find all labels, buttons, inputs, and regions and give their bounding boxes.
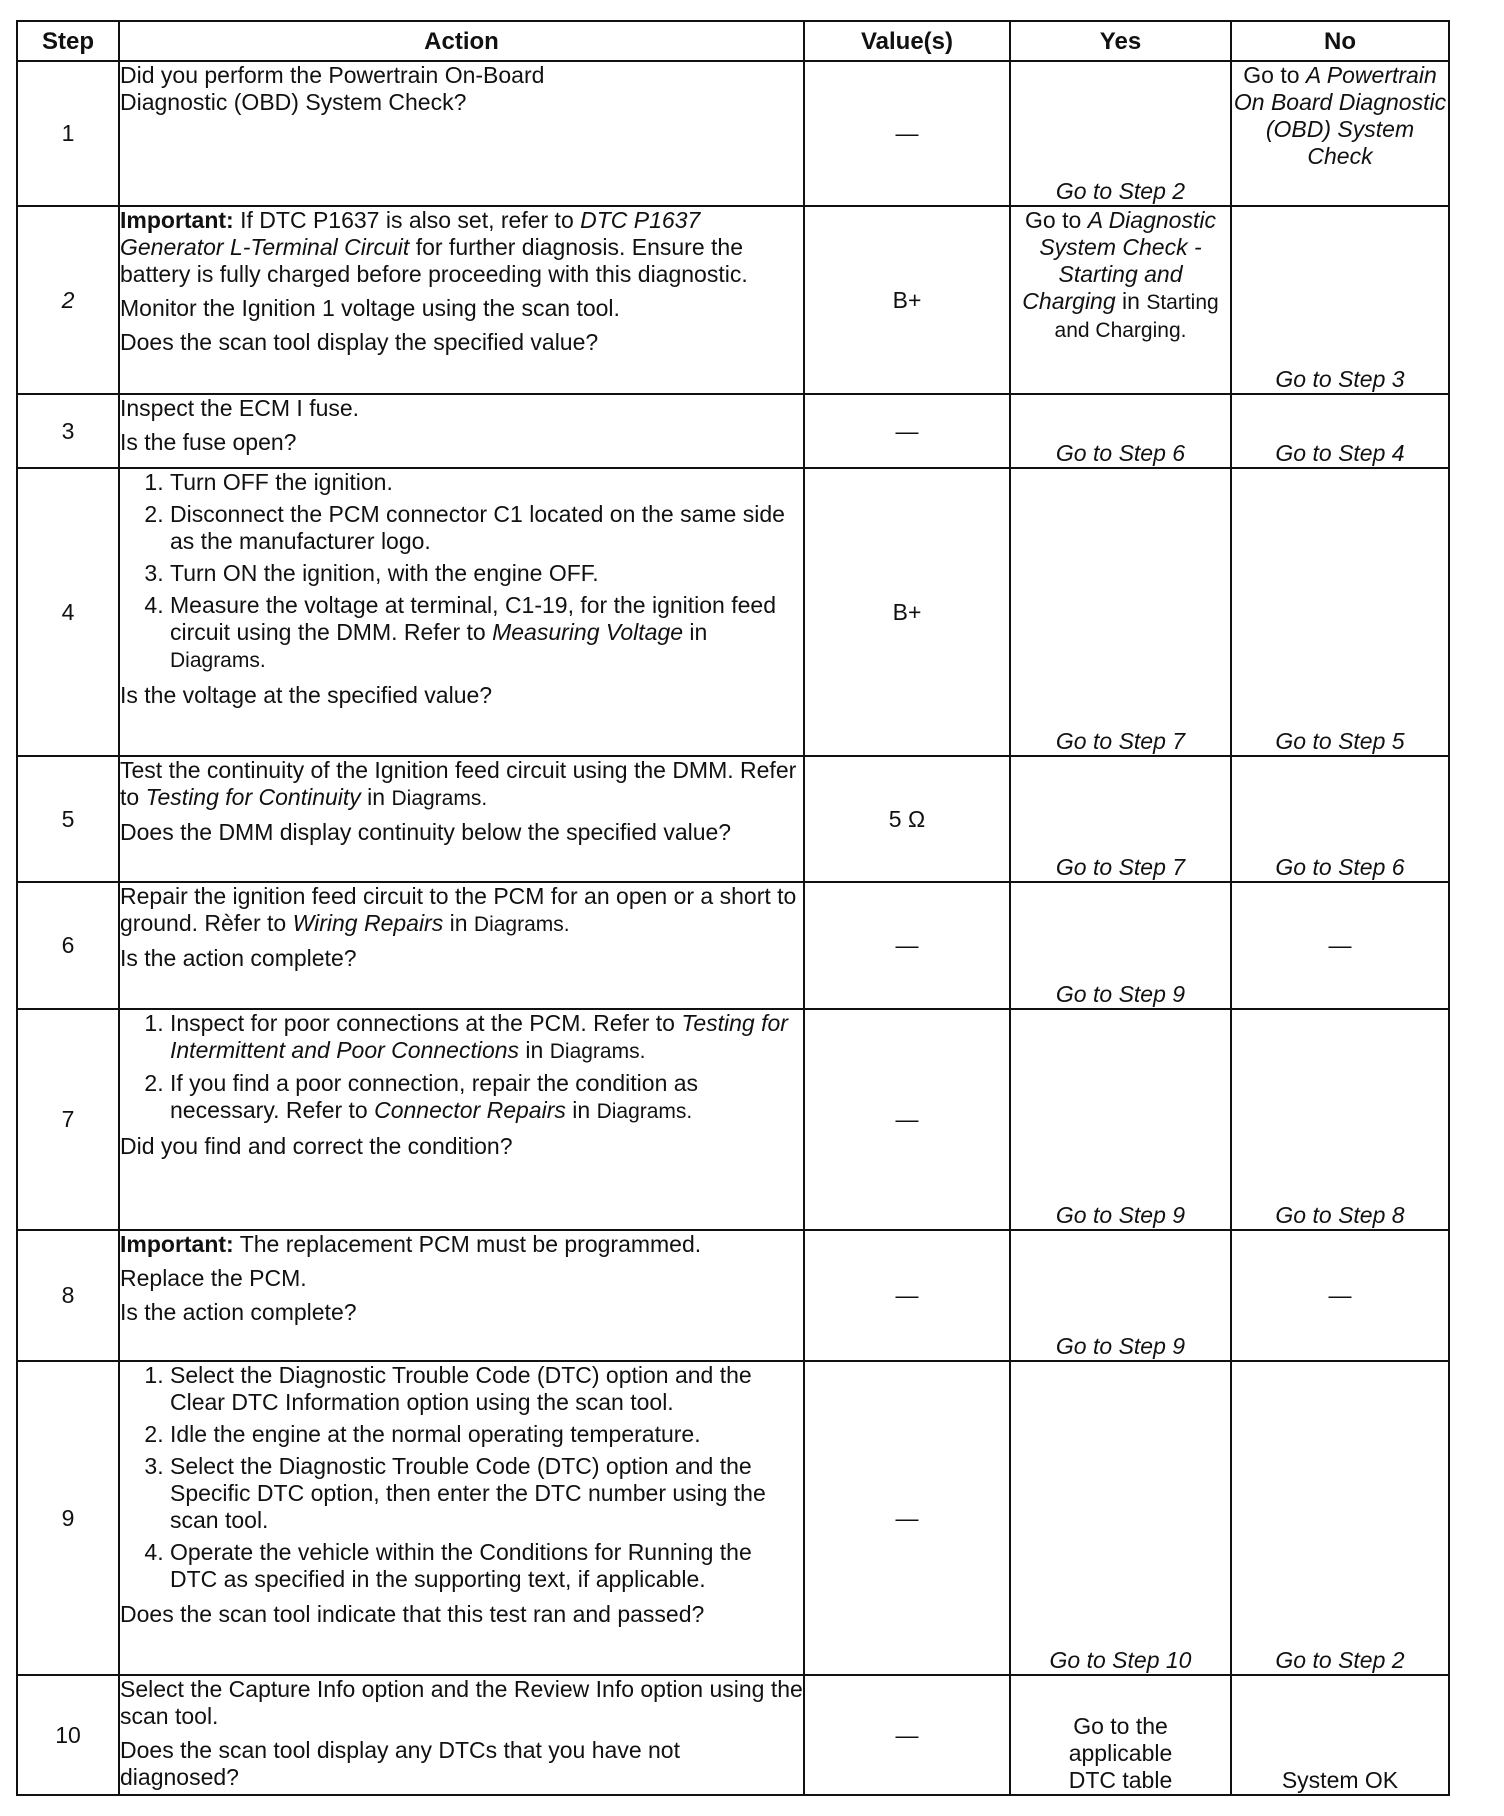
value-cell: — (804, 1230, 1010, 1361)
yes-cell: Go to Step 7 (1010, 468, 1231, 756)
header-step: Step (17, 21, 119, 61)
table-row-step-1 (17, 61, 1449, 206)
list-item: 1. Select the Diagnostic Trouble Code (DTC) option and the Clear DTC Information option using the scan tool. (170, 1362, 803, 1416)
table-row-step-10 (17, 1675, 1449, 1795)
action-cell (119, 394, 804, 468)
yes-cell: Go to Step 9 (1010, 1230, 1231, 1361)
no-cell: Go to Step 4 (1231, 394, 1449, 468)
value-cell: 5 Ω (804, 756, 1010, 882)
reference-link: Testing for Continuity (145, 784, 361, 810)
no-cell: — (1231, 882, 1449, 1009)
step-number: 9 (17, 1361, 119, 1675)
value-cell: — (804, 1009, 1010, 1230)
action-text: Inspect the ECM I fuse. (120, 395, 360, 421)
action-text-main: Repair the ignition feed circuit to the PCM for an open or a short to ground. Rèfer to (120, 883, 797, 936)
value-cell: — (804, 1361, 1010, 1675)
step-number: 10 (17, 1675, 119, 1795)
header-values: Value(s) (804, 21, 1010, 61)
list-item (170, 1070, 803, 1125)
action-text-in: in (443, 910, 474, 936)
value-cell: — (804, 61, 1010, 206)
yes-cell: Go to Step 9 (1010, 1009, 1231, 1230)
value-cell: — (804, 882, 1010, 1009)
value-cell: B+ (804, 206, 1010, 394)
step-number: 5 (17, 756, 119, 882)
action-cell (119, 756, 804, 882)
action-cell (119, 61, 804, 206)
list-item (170, 1010, 803, 1065)
header-yes: Yes (1010, 21, 1231, 61)
no-prefix: Go to (1243, 62, 1300, 88)
list-item-in: in (565, 1097, 597, 1123)
header-action: Action (119, 21, 804, 61)
question-text: Does the scan tool display any DTCs that you have not diagnosed? (120, 1737, 680, 1790)
list-item: 3. Turn ON the ignition, with the engine OFF. (170, 560, 803, 587)
list-item: 4. Operate the vehicle within the Conditions for Running the DTC as specified in the supporting text, if applicable. (170, 1539, 803, 1593)
question-text: Is the voltage at the specified value? (120, 682, 493, 708)
no-cell: Go to Step 5 (1231, 468, 1449, 756)
action-cell (119, 206, 804, 394)
header-row (17, 21, 1449, 61)
value-cell: — (804, 394, 1010, 468)
action-text-main: Test the continuity of the Ignition feed circuit using the DMM. Refer to (120, 757, 797, 810)
list-item-text: If you find a poor connection, repair the condition as necessary. Refer to (170, 1070, 699, 1123)
action-text: Replace the PCM. (120, 1265, 307, 1291)
action-text (120, 757, 803, 812)
question-text: Does the scan tool indicate that this test ran and passed? (120, 1601, 705, 1627)
no-cell: Go to Step 3 (1231, 206, 1449, 394)
question-text: Is the action complete? (120, 945, 357, 971)
action-text-in: in (360, 784, 392, 810)
reference-link: Wiring Repairs (292, 910, 444, 936)
yes-cell: Go to Step 9 (1010, 882, 1231, 1009)
yes-cell: Go to the applicable DTC table (1010, 1675, 1231, 1795)
table-row-step-6 (17, 882, 1449, 1009)
reference-link: Measuring Voltage (492, 619, 684, 645)
yes-mid: in (1115, 288, 1140, 314)
important-text: The replacement PCM must be programmed. (233, 1231, 702, 1257)
important-label: Important: (120, 1231, 234, 1257)
action-text: Monitor the Ignition 1 voltage using the scan tool. (120, 295, 620, 321)
reference-source: Diagrams. (549, 1040, 646, 1063)
reference-link: Connector Repairs (374, 1097, 566, 1123)
action-text: Did you perform the Powertrain On-Board Diagnostic (OBD) System Check? (120, 62, 545, 115)
reference-source: Diagrams. (473, 913, 570, 936)
question-text: Is the fuse open? (120, 429, 297, 455)
important-label: Important: (120, 207, 234, 233)
no-cell: Go to Step 8 (1231, 1009, 1449, 1230)
reference-source: Diagrams. (391, 787, 488, 810)
action-cell (119, 1675, 804, 1795)
procedure-list (120, 469, 803, 674)
question-text: Did you find and correct the condition? (120, 1133, 513, 1159)
action-cell (119, 882, 804, 1009)
no-cell: System OK (1231, 1675, 1449, 1795)
action-cell (119, 1361, 804, 1675)
value-cell: — (804, 1675, 1010, 1795)
header-no: No (1231, 21, 1449, 61)
step-number: 4 (17, 468, 119, 756)
action-text (120, 883, 803, 938)
yes-cell: Go to Step 2 (1010, 61, 1231, 206)
list-item-text: Measure the voltage at terminal, C1-19, for the ignition feed circuit using the DMM. Refer to (170, 592, 777, 645)
action-cell (119, 1230, 804, 1361)
yes-cell: Go to Step 10 (1010, 1361, 1231, 1675)
list-item-text: Inspect for poor connections at the PCM. Refer to (170, 1010, 682, 1036)
list-item: 3. Select the Diagnostic Trouble Code (DTC) option and the Specific DTC option, then enter the DTC number using the scan tool. (170, 1453, 803, 1534)
step-number: 2 (17, 206, 119, 394)
important-note (120, 207, 803, 288)
table-row-step-3 (17, 394, 1449, 468)
step-number: 1 (17, 61, 119, 206)
table-row-step-7 (17, 1009, 1449, 1230)
step-number: 3 (17, 394, 119, 468)
table-row-step-4 (17, 468, 1449, 756)
table-row-step-9 (17, 1361, 1449, 1675)
procedure-list (120, 1010, 803, 1125)
yes-post: Starting and Charging. (1054, 291, 1219, 342)
yes-cell (1010, 206, 1231, 394)
reference-link: DTC P1637 Generator L-Terminal Circuit (120, 207, 701, 260)
no-cell: Go to Step 2 (1231, 1361, 1449, 1675)
yes-cell: Go to Step 6 (1010, 394, 1231, 468)
question-text: Does the DMM display continuity below the specified value? (120, 819, 732, 845)
reference-link: Testing for Intermittent and Poor Connections (170, 1010, 788, 1063)
question-text: Does the scan tool display the specified value? (120, 329, 599, 355)
no-link: A Powertrain On Board Diagnostic (OBD) System Check (1233, 62, 1447, 169)
procedure-list (120, 1362, 803, 1593)
step-number: 6 (17, 882, 119, 1009)
yes-cell: Go to Step 7 (1010, 756, 1231, 882)
diagnostic-table (16, 20, 1450, 1796)
list-item-in: in (519, 1037, 550, 1063)
value-cell: B+ (804, 468, 1010, 756)
important-text: If DTC P1637 is also set, refer to (233, 207, 581, 233)
step-number: 8 (17, 1230, 119, 1361)
table-row-step-2 (17, 206, 1449, 394)
list-item: 2. Disconnect the PCM connector C1 located on the same side as the manufacturer logo. (170, 501, 803, 555)
no-cell: — (1231, 1230, 1449, 1361)
list-item-in: in (683, 619, 708, 645)
question-text: Is the action complete? (120, 1299, 357, 1325)
no-cell: Go to Step 6 (1231, 756, 1449, 882)
reference-source: Diagrams. (170, 649, 266, 672)
important-text-2: for further diagnosis. Ensure the battery is fully charged before proceeding with this diagnostic. (120, 234, 748, 287)
action-cell (119, 468, 804, 756)
table-row-step-5 (17, 756, 1449, 882)
yes-link: A Diagnostic System Check - Starting and Charging (1022, 207, 1216, 314)
important-note (120, 1231, 803, 1258)
action-text: Select the Capture Info option and the Review Info option using the scan tool. (120, 1676, 803, 1729)
list-item (170, 592, 803, 674)
yes-prefix: Go to (1025, 207, 1082, 233)
table-row-step-8 (17, 1230, 1449, 1361)
no-cell (1231, 61, 1449, 206)
action-cell (119, 1009, 804, 1230)
list-item: 2. Idle the engine at the normal operating temperature. (170, 1421, 803, 1448)
step-number: 7 (17, 1009, 119, 1230)
reference-source: Diagrams. (596, 1100, 693, 1123)
list-item: 1. Turn OFF the ignition. (170, 469, 803, 496)
